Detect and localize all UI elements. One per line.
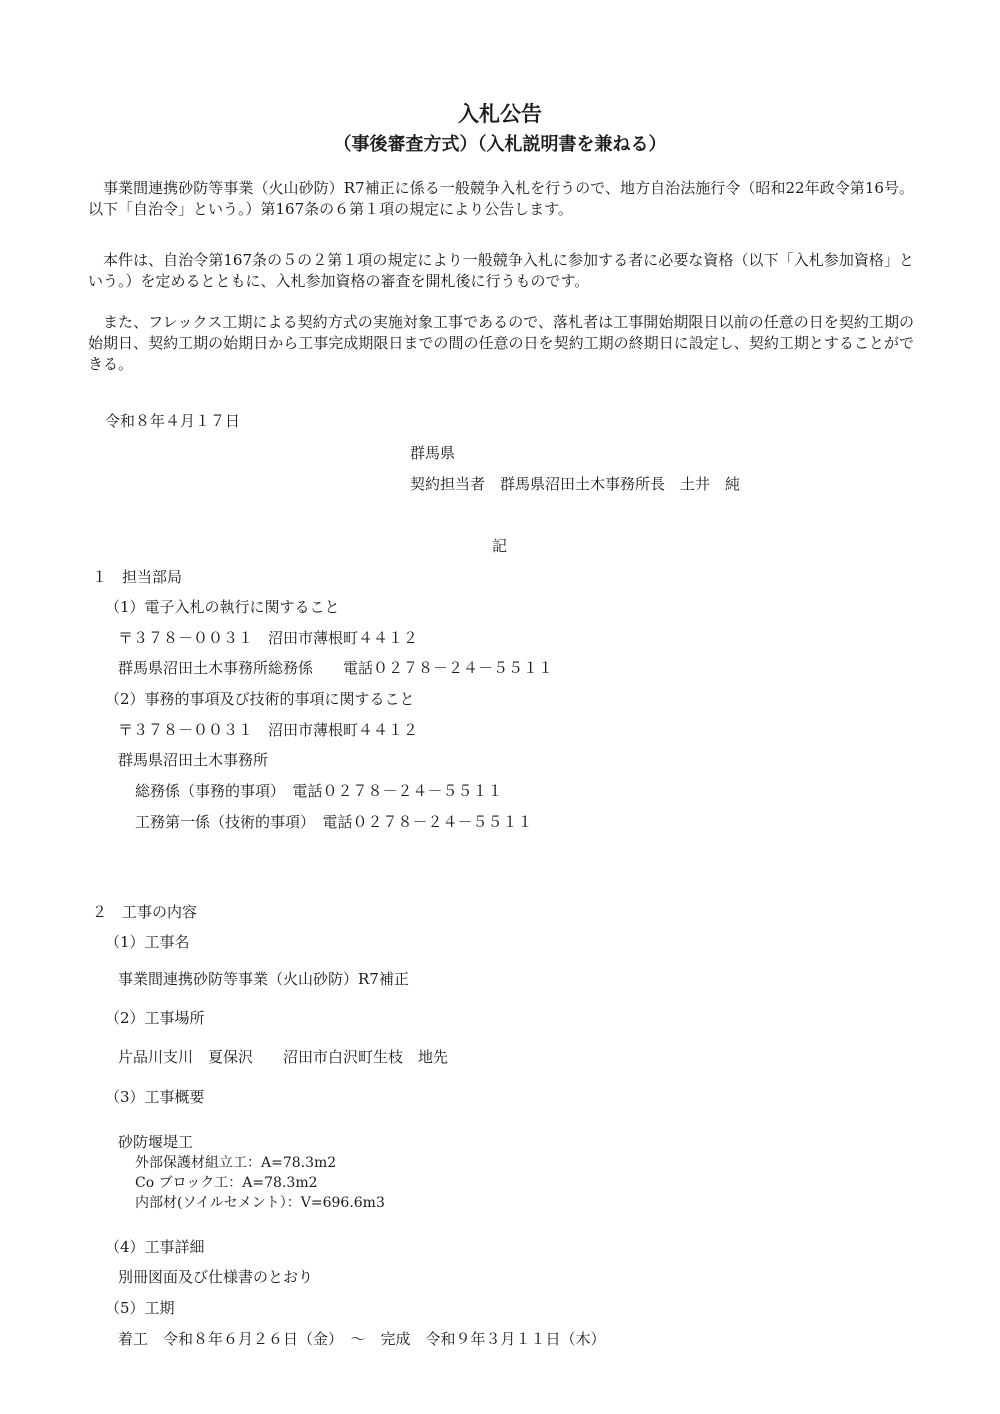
work-overview-title: 砂防堰堤工: [118, 1133, 194, 1151]
section1-sub1-heading: （1）電子入札の執行に関すること: [105, 598, 340, 616]
page-title: 入札公告: [458, 101, 542, 126]
issuer-official: 契約担当者 群馬県沼田土木事務所長 土井 純: [410, 475, 741, 493]
work-detail: 別冊図面及び仕様書のとおり: [118, 1268, 314, 1286]
work-place: 片品川支川 夏保沢 沼田市白沢町生枝 地先: [118, 1048, 449, 1066]
work-overview-item: 内部材(ソイルセメント）：V=696.6m3: [135, 1195, 385, 1211]
notice-date: 令和８年４月１７日: [105, 412, 241, 430]
work-overview-heading: （3）工事概要: [105, 1088, 205, 1106]
ki-marker: 記: [492, 537, 508, 555]
intro-paragraph-3: また、フレックス工期による契約方式の実施対象工事であるので、落札者は工事開始期限日以前の任意の日を契約工期の始期日、契約工期の始期日から工事完成期限日までの間の任意の日を契約工期の終期日に設定し、契約工期とすることができる。: [88, 313, 914, 373]
intro-paragraph-1: 事業間連携砂防等事業（火山砂防）R7補正に係る一般競争入札を行うので、地方自治法施行令（昭和22年政令第16号。以下「自治令」という。）第167条の６第１項の規定により公告します。: [88, 179, 914, 218]
section1-sub1-contact: 群馬県沼田土木事務所総務係 電話０２７８－２４－５５１１: [118, 659, 554, 677]
work-detail-heading: （4）工事詳細: [105, 1238, 205, 1256]
section1-sub2-general: 総務係（事務的事項） 電話０２７８－２４－５５１１: [135, 782, 503, 800]
page-subtitle: （事後審査方式）（入札説明書を兼ねる）: [333, 134, 667, 155]
work-period-heading: （5）工期: [105, 1299, 175, 1317]
work-name: 事業間連携砂防等事業（火山砂防）R7補正: [118, 970, 409, 988]
section1-sub2-address: 〒３７８－００３１ 沼田市薄根町４４１２: [118, 721, 419, 739]
section2-heading: ２ 工事の内容: [92, 903, 198, 921]
work-place-heading: （2）工事場所: [105, 1009, 205, 1027]
section1-sub2-technical: 工務第一係（技術的事項） 電話０２７８－２４－５５１１: [135, 813, 533, 831]
intro-paragraph-2: 本件は、自治令第167条の５の２第１項の規定により一般競争入札に参加する者に必要な資格（以下「入札参加資格」という。）を定めるとともに、入札参加資格の審査を開札後に行うものです。: [88, 251, 914, 290]
section1-sub2-office: 群馬県沼田土木事務所: [118, 751, 269, 769]
work-name-heading: （1）工事名: [105, 933, 190, 951]
section1-sub2-heading: （2）事務的事項及び技術的事項に関すること: [105, 690, 415, 708]
work-period: 着工 令和８年６月２６日（金） ～ 完成 令和９年３月１１日（木）: [118, 1330, 606, 1348]
work-overview-item: Co ブロック工：A=78.3m2: [135, 1175, 318, 1191]
work-overview-item: 外部保護材組立工：A=78.3m2: [135, 1155, 337, 1171]
section1-heading: １ 担当部局: [92, 568, 183, 586]
section1-sub1-address: 〒３７８－００３１ 沼田市薄根町４４１２: [118, 629, 419, 647]
issuer-prefecture: 群馬県: [410, 444, 456, 462]
